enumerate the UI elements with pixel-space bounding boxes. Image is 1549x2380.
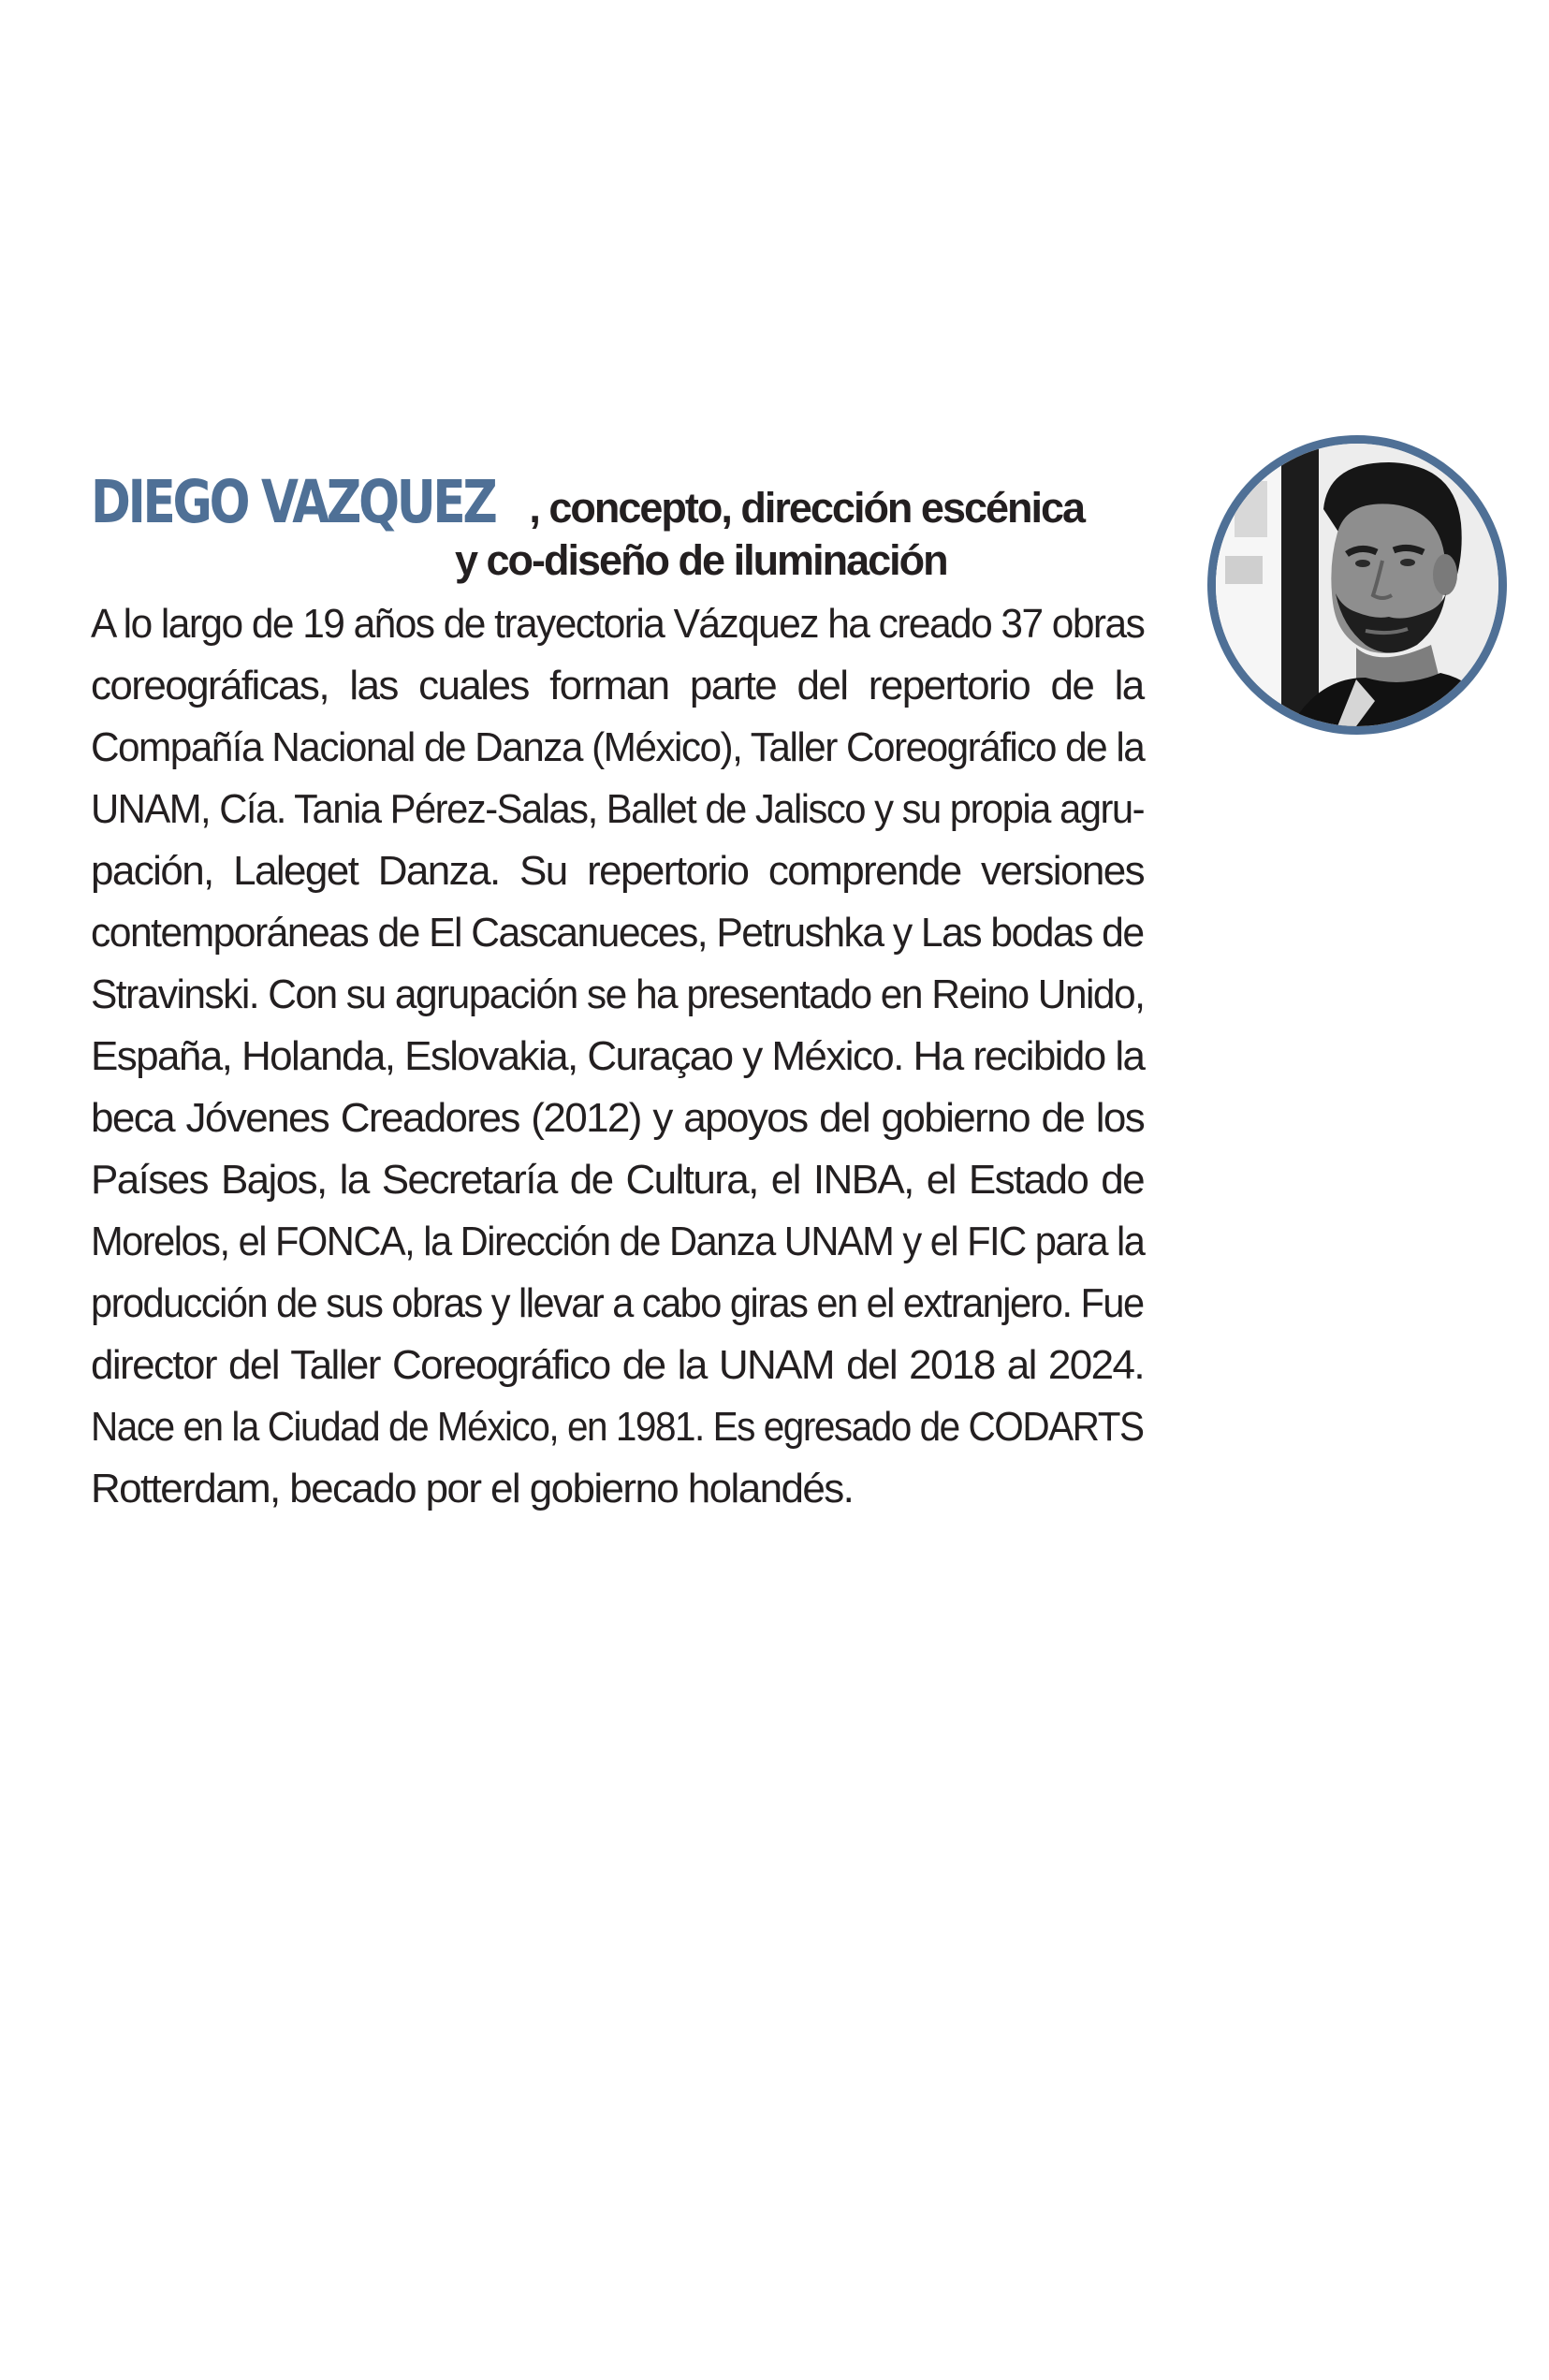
bio-line: Nace en la Ciudad de México, en 1981. Es egresado de CODARTS — [91, 1404, 1144, 1450]
portrait-photo — [1207, 435, 1507, 735]
bio-line: director del Taller Coreográfico de la UNAM del 2018 al 2024. — [91, 1342, 1145, 1388]
bio-line: coreográficas, las cuales forman parte del repertorio de la — [91, 663, 1144, 708]
bio-line: contemporáneas de El Cascanueces, Petrushka y Las bodas de — [91, 910, 1144, 956]
bio-line: Rotterdam, becado por el gobierno holandés. — [91, 1466, 854, 1511]
bio-line: producción de sus obras y llevar a cabo giras en el extranjero. Fue — [91, 1280, 1144, 1326]
bio-block — [91, 468, 1144, 1520]
bio-heading — [91, 468, 1144, 536]
bio-line: Países Bajos, la Secretaría de Cultura, el INBA, el Estado de — [91, 1157, 1145, 1203]
portrait-illustration — [1216, 444, 1498, 726]
bio-paragraph — [91, 593, 1144, 1520]
person-name: DIEGO VAZQUEZ — [91, 468, 495, 536]
role-line-1: , concepto, dirección escénica — [529, 484, 1085, 532]
role-line-2: y co-diseño de iluminación — [455, 536, 947, 584]
bio-line: Compañía Nacional de Danza (México), Taller Coreográfico de la — [91, 724, 1145, 770]
bio-line: A lo largo de 19 años de trayectoria Vázquez ha creado 37 obras — [91, 601, 1145, 647]
bio-line: beca Jóvenes Creadores (2012) y apoyos del gobierno de los — [91, 1095, 1145, 1141]
bio-line: UNAM, Cía. Tania Pérez-Salas, Ballet de Jalisco y su propia agru- — [91, 786, 1144, 832]
bio-line: Stravinski. Con su agrupación se ha presentado en Reino Unido, — [91, 971, 1145, 1017]
bio-line: España, Holanda, Eslovakia, Curaçao y México. Ha recibido la — [91, 1033, 1145, 1079]
bio-line: pación, Laleget Danza. Su repertorio comprende versiones — [91, 848, 1144, 894]
bio-line: Morelos, el FONCA, la Dirección de Danza UNAM y el FIC para la — [91, 1219, 1145, 1264]
